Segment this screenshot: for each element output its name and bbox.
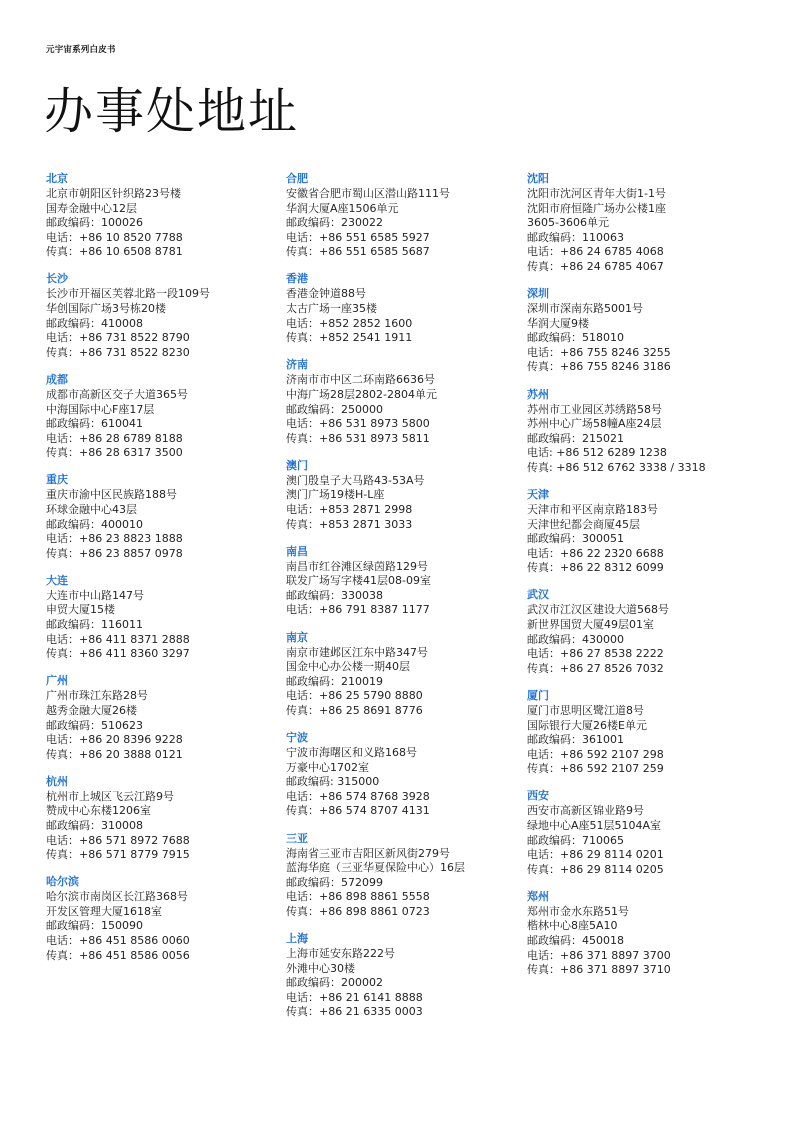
office-address-line: 中海广场28层2802-2804单元: [286, 387, 437, 401]
office-entry: [46, 574, 286, 662]
office-address-line: 电话：+86 451 8586 0060: [46, 934, 190, 948]
office-address-line: 邮政编码: 315000: [286, 775, 380, 789]
office-entry: [286, 459, 526, 532]
office-address-line: 华润大厦A座1506单元: [286, 201, 399, 215]
office-address-line: 上海市延安东路222号: [286, 946, 395, 960]
office-address-line: 赞成中心东楼1206室: [46, 804, 151, 818]
office-city-heading: 大连: [46, 573, 68, 587]
office-entry: [527, 172, 767, 275]
office-entry: [527, 388, 767, 476]
office-entry: [286, 932, 526, 1020]
office-address-line: 传真：+86 571 8779 7915: [46, 848, 190, 862]
office-address-line: 传真: +86 512 6762 3338 / 3318: [527, 460, 706, 474]
office-address-line: 传真：+86 10 6508 8781: [46, 245, 183, 259]
office-city-heading: 深圳: [527, 287, 549, 301]
office-city-heading: 三亚: [286, 831, 308, 845]
office-address-line: 澳门殷皇子大马路43-53A号: [286, 473, 425, 487]
office-address-line: 郑州市金水东路51号: [527, 904, 629, 918]
office-address-line: 广州市珠江东路28号: [46, 689, 148, 703]
office-entry: [286, 731, 526, 819]
office-column-3: [527, 172, 767, 990]
office-address-line: 邮政编码：210019: [286, 674, 383, 688]
office-address-line: 电话：+86 531 8973 5800: [286, 417, 430, 431]
office-city-heading: 香港: [286, 272, 308, 286]
office-address-line: 开发区管理大厦1618室: [46, 904, 162, 918]
office-address-line: 传真：+86 21 6335 0003: [286, 1005, 423, 1019]
office-address-line: 天津市和平区南京路183号: [527, 503, 658, 516]
office-address-line: 3605-3606单元: [527, 216, 609, 230]
office-city-heading: 哈尔滨: [46, 875, 79, 889]
office-column-1: [46, 172, 286, 976]
office-address-line: 邮政编码：230022: [286, 216, 383, 230]
office-address-line: 越秀金融大厦26楼: [46, 703, 137, 717]
office-address-line: 邮政编码：250000: [286, 402, 383, 416]
office-address-line: 邮政编码：518010: [527, 331, 624, 345]
office-address-line: 北京市朝阳区针织路23号楼: [46, 187, 181, 200]
office-address-line: 传真：+853 2871 3033: [286, 517, 413, 531]
office-address-line: 沈阳市沈河区青年大街1-1号: [527, 187, 666, 200]
office-address-line: 武汉市江汉区建设大道568号: [527, 603, 669, 617]
office-address-line: 电话: +86 512 6289 1238: [527, 446, 667, 460]
office-column-2: [286, 172, 526, 1032]
office-city-heading: 南昌: [286, 544, 308, 558]
office-address-line: 邮政编码：450018: [527, 934, 624, 948]
office-entry: [286, 358, 526, 446]
office-city-heading: 西安: [527, 789, 549, 803]
office-address-line: 邮政编码：330038: [286, 588, 383, 602]
office-entry: [46, 875, 286, 963]
office-address-line: 香港金钟道88号: [286, 287, 366, 301]
office-address-line: 邮政编码：150090: [46, 919, 143, 933]
office-entry: [46, 373, 286, 461]
office-entry: [286, 545, 526, 618]
office-entry: [527, 287, 767, 375]
office-address-line: 邮政编码：110063: [527, 230, 624, 244]
office-city-heading: 南京: [286, 630, 308, 644]
office-address-line: 济南市市中区二环南路6636号: [286, 373, 435, 387]
office-address-line: 太古广场一座35楼: [286, 302, 377, 316]
office-address-line: 华创国际广场3号栋20楼: [46, 302, 166, 316]
office-entry: [46, 272, 286, 360]
office-address-line: 传真：+86 29 8114 0205: [527, 862, 664, 876]
office-address-line: 邮政编码：510623: [46, 718, 143, 732]
office-address-line: 绿地中心A座51层5104A室: [527, 819, 662, 832]
office-address-line: 南京市建邺区江东中路347号: [286, 645, 428, 659]
office-address-line: 传真：+86 551 6585 5687: [286, 245, 430, 259]
office-address-line: 电话：+86 551 6585 5927: [286, 230, 430, 244]
office-address-line: 邮政编码：610041: [46, 417, 143, 431]
office-address-line: 澳门广场19楼H-L座: [286, 488, 385, 502]
office-address-line: 传真：+86 28 6317 3500: [46, 446, 183, 460]
office-address-line: 电话：+86 25 5790 8880: [286, 689, 423, 703]
office-address-line: 重庆市渝中区民族路188号: [46, 488, 177, 502]
office-address-line: 哈尔滨市南岗区长江路368号: [46, 890, 188, 904]
office-address-line: 传真：+86 411 8360 3297: [46, 647, 190, 661]
office-address-line: 邮政编码：361001: [527, 733, 624, 747]
office-address-line: 新世界国贸大厦49层01室: [527, 618, 654, 632]
office-address-line: 天津世纪都会商厦45层: [527, 517, 640, 531]
office-city-heading: 北京: [46, 172, 68, 185]
office-address-line: 苏州中心广场58幢A座24层: [527, 417, 662, 431]
office-address-line: 南昌市红谷滩区绿茵路129号: [286, 559, 428, 573]
office-address-line: 杭州市上城区飞云江路9号: [46, 789, 174, 803]
office-address-line: 电话：+853 2871 2998: [286, 503, 413, 516]
office-address-line: 邮政编码：572099: [286, 875, 383, 889]
office-entry: [527, 890, 767, 978]
office-city-heading: 杭州: [46, 774, 68, 788]
office-address-line: 传真：+86 20 3888 0121: [46, 747, 183, 761]
office-address-line: 电话：+852 2852 1600: [286, 316, 413, 330]
office-entry: [46, 172, 286, 260]
office-address-line: 邮政编码：215021: [527, 431, 624, 445]
office-entry: [46, 473, 286, 561]
office-address-line: 大连市中山路147号: [46, 588, 144, 602]
office-address-line: 传真：+86 731 8522 8230: [46, 345, 190, 359]
office-city-heading: 济南: [286, 358, 308, 372]
office-address-line: 环球金融中心43层: [46, 503, 137, 516]
office-address-line: 传真：+86 531 8973 5811: [286, 431, 430, 445]
office-city-heading: 沈阳: [527, 172, 549, 185]
office-address-line: 传真：+86 25 8691 8776: [286, 703, 423, 717]
office-city-heading: 郑州: [527, 889, 549, 903]
office-city-heading: 宁波: [286, 731, 308, 745]
office-address-line: 电话：+86 755 8246 3255: [527, 345, 671, 359]
office-address-line: 电话：+86 791 8387 1177: [286, 603, 430, 617]
office-address-line: 成都市高新区交子大道365号: [46, 387, 188, 401]
office-entry: [286, 631, 526, 719]
page-title: 办事处地址: [44, 83, 300, 140]
office-address-line: 国金中心办公楼一期40层: [286, 660, 410, 674]
office-address-line: 电话：+86 731 8522 8790: [46, 331, 190, 345]
office-city-heading: 广州: [46, 674, 68, 688]
office-address-line: 传真：+86 27 8526 7032: [527, 661, 664, 675]
office-address-line: 申贸大厦15楼: [46, 603, 115, 617]
office-address-line: 邮政编码：116011: [46, 618, 143, 632]
office-address-line: 传真：+86 898 8861 0723: [286, 904, 430, 918]
office-entry: [527, 689, 767, 777]
office-address-line: 邮政编码：300051: [527, 532, 624, 546]
office-address-line: 邮政编码：410008: [46, 316, 143, 330]
office-address-line: 电话：+86 571 8972 7688: [46, 833, 190, 847]
office-address-line: 传真：+852 2541 1911: [286, 331, 413, 345]
office-address-line: 邮政编码：710065: [527, 833, 624, 847]
office-address-line: 华润大厦9楼: [527, 316, 589, 330]
office-address-line: 传真：+86 574 8707 4131: [286, 804, 430, 818]
office-entry: [527, 588, 767, 676]
office-address-line: 传真：+86 371 8897 3710: [527, 963, 671, 977]
office-address-line: 电话：+86 29 8114 0201: [527, 848, 664, 862]
office-address-line: 邮政编码：200002: [286, 976, 383, 990]
office-address-line: 邮政编码：310008: [46, 819, 143, 832]
office-address-line: 蓝海华庭（三亚华夏保险中心）16层: [286, 861, 465, 875]
office-address-line: 传真：+86 755 8246 3186: [527, 360, 671, 374]
office-address-line: 电话：+86 592 2107 298: [527, 747, 664, 761]
office-address-line: 电话：+86 898 8861 5558: [286, 890, 430, 904]
office-address-line: 苏州市工业园区苏绣路58号: [527, 402, 662, 416]
office-city-heading: 合肥: [286, 172, 308, 185]
office-address-line: 电话：+86 574 8768 3928: [286, 789, 430, 803]
office-address-line: 传真：+86 23 8857 0978: [46, 546, 183, 560]
office-address-line: 电话：+86 22 2320 6688: [527, 546, 664, 560]
office-city-heading: 成都: [46, 372, 68, 386]
office-city-heading: 长沙: [46, 272, 68, 286]
office-address-line: 海南省三亚市吉阳区新风街279号: [286, 846, 450, 860]
office-address-line: 安徽省合肥市蜀山区潜山路111号: [286, 187, 450, 200]
office-city-heading: 重庆: [46, 473, 68, 487]
office-address-line: 电话：+86 24 6785 4068: [527, 245, 664, 259]
office-address-line: 电话：+86 23 8823 1888: [46, 532, 183, 546]
office-address-line: 电话：+86 28 6789 8188: [46, 431, 183, 445]
office-address-line: 邮政编码：100026: [46, 216, 143, 230]
office-address-line: 西安市高新区锦业路9号: [527, 804, 644, 818]
office-address-line: 楷林中心8座5A10: [527, 919, 618, 933]
office-address-line: 电话：+86 10 8520 7788: [46, 230, 183, 244]
office-address-line: 电话：+86 21 6141 8888: [286, 990, 423, 1004]
series-label: 元宇宙系列白皮书: [46, 45, 116, 55]
office-address-line: 万豪中心1702室: [286, 760, 369, 774]
office-address-line: 深圳市深南东路5001号: [527, 302, 643, 316]
office-address-line: 电话：+86 27 8538 2222: [527, 647, 664, 661]
office-entry: [46, 674, 286, 762]
office-address-line: 电话：+86 20 8396 9228: [46, 733, 183, 747]
office-entry: [286, 172, 526, 260]
office-address-line: 传真：+86 592 2107 259: [527, 762, 664, 776]
office-address-line: 传真：+86 22 8312 6099: [527, 561, 664, 575]
office-address-line: 联发广场写字楼41层08-09室: [286, 574, 431, 588]
office-city-heading: 武汉: [527, 588, 549, 602]
office-address-line: 外滩中心30楼: [286, 961, 355, 975]
office-address-line: 电话：+86 411 8371 2888: [46, 632, 190, 646]
office-address-line: 国际银行大厦26楼E单元: [527, 718, 647, 732]
office-address-line: 邮政编码：430000: [527, 632, 624, 646]
office-city-heading: 上海: [286, 931, 308, 945]
office-address-line: 传真：+86 451 8586 0056: [46, 948, 190, 962]
office-city-heading: 苏州: [527, 387, 549, 401]
office-address-line: 沈阳市府恒隆广场办公楼1座: [527, 201, 666, 215]
office-address-line: 国寿金融中心12层: [46, 201, 137, 215]
office-address-line: 中海国际中心F座17层: [46, 402, 155, 416]
office-address-line: 电话：+86 371 8897 3700: [527, 948, 671, 962]
office-entry: [527, 488, 767, 576]
office-entry: [286, 272, 526, 345]
office-city-heading: 澳门: [286, 458, 308, 472]
office-entry: [527, 789, 767, 877]
office-entry: [286, 832, 526, 920]
office-address-line: 邮政编码：400010: [46, 517, 143, 531]
office-city-heading: 天津: [527, 488, 549, 501]
office-city-heading: 厦门: [527, 688, 549, 702]
office-address-line: 传真：+86 24 6785 4067: [527, 259, 664, 273]
office-entry: [46, 775, 286, 863]
office-address-line: 宁波市海曙区和义路168号: [286, 746, 417, 760]
office-address-line: 厦门市思明区鹭江道8号: [527, 703, 644, 717]
office-address-line: 长沙市开福区芙蓉北路一段109号: [46, 287, 210, 301]
